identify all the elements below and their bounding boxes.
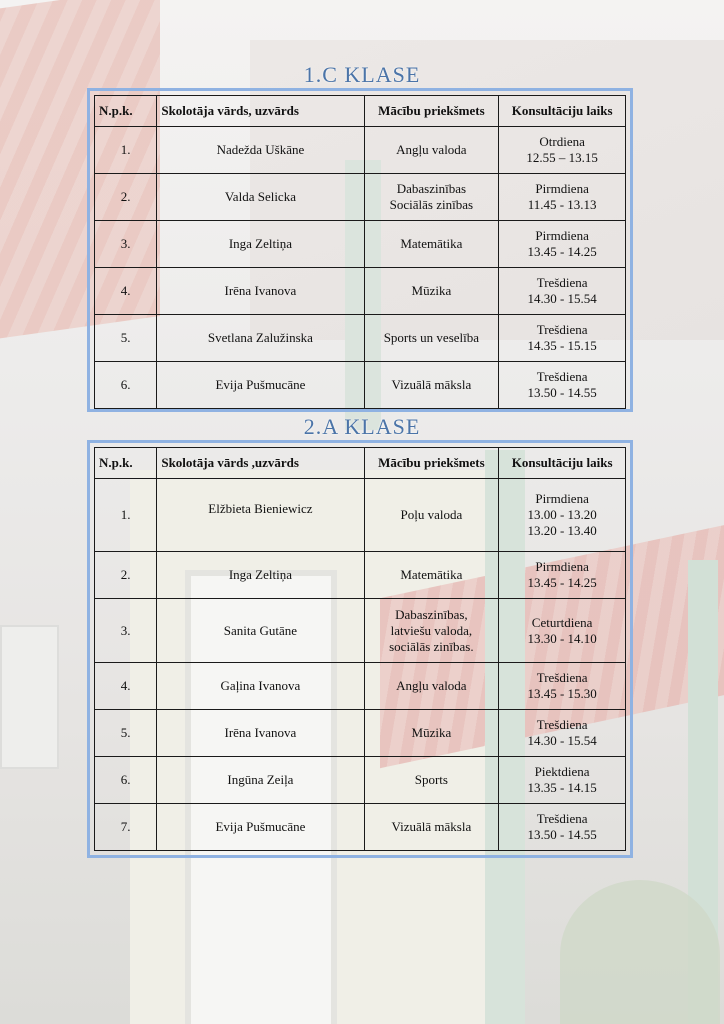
cell-nr: 6. [95, 362, 157, 409]
cell-time [499, 710, 626, 757]
cell-teacher: Ingūna Zeiļa [157, 757, 364, 804]
schedule-table-1c [87, 88, 633, 412]
table-row [95, 663, 626, 710]
cell-time [499, 174, 626, 221]
cell-line: Angļu valoda [396, 678, 467, 693]
cell-subject [364, 268, 499, 315]
cell-line: Otrdiena [539, 134, 585, 149]
cell-teacher: Sanita Gutāne [157, 599, 364, 663]
cell-teacher: Evija Pušmucāne [157, 362, 364, 409]
cell-line: Mūzika [411, 283, 452, 298]
cell-line: Trešdiena [536, 717, 588, 732]
cell-line: Trešdiena [536, 275, 588, 290]
table-header-row [95, 448, 626, 479]
cell-nr: 2. [95, 552, 157, 599]
cell-nr: 6. [95, 757, 157, 804]
cell-line: 11.45 - 13.13 [527, 197, 597, 212]
cell-line: Pirmdiena [535, 491, 589, 506]
table-row [95, 315, 626, 362]
table-row [95, 804, 626, 851]
cell-line: 13.35 - 14.15 [527, 780, 597, 795]
cell-line: 13.30 - 14.10 [527, 630, 597, 646]
cell-subject [364, 174, 499, 221]
cell-nr: 7. [95, 804, 157, 851]
cell-teacher: Irēna Ivanova [157, 710, 364, 757]
cell-line: 13.00 - 13.20 [527, 507, 597, 522]
cell-time [499, 479, 626, 552]
cell-line: Poļu valoda [400, 507, 463, 522]
cell-line: 12.55 – 13.15 [526, 150, 598, 165]
cell-line: Dabaszinības [396, 181, 467, 196]
header-teacher: Skolotāja vārds ,uzvārds [157, 448, 364, 479]
cell-line: Pirmdiena [535, 559, 589, 574]
cell-time [499, 663, 626, 710]
cell-time [499, 221, 626, 268]
header-subject: Mācību priekšmets [364, 96, 499, 127]
cell-nr: 4. [95, 268, 157, 315]
cell-line: Matemātika [400, 567, 463, 582]
header-time: Konsultāciju laiks [499, 96, 626, 127]
cell-subject [364, 127, 499, 174]
schedule-table-2a [87, 440, 633, 858]
table-2a [94, 447, 626, 851]
cell-teacher: Svetlana Zalužinska [157, 315, 364, 362]
cell-subject [364, 221, 499, 268]
cell-teacher: Valda Selicka [157, 174, 364, 221]
cell-line: Trešdiena [536, 322, 588, 337]
cell-line: 14.30 - 15.54 [527, 291, 597, 306]
cell-nr: 3. [95, 599, 157, 663]
cell-line: 13.50 - 14.55 [527, 385, 597, 400]
cell-nr: 4. [95, 663, 157, 710]
cell-line: Pirmdiena [535, 228, 589, 243]
cell-line: Piektdiena [534, 764, 590, 779]
cell-subject [364, 804, 499, 851]
table-row [95, 710, 626, 757]
cell-line: latviešu valoda, [390, 622, 473, 638]
cell-teacher: Nadežda Uškāne [157, 127, 364, 174]
header-nr: N.p.k. [95, 96, 157, 127]
table-row [95, 221, 626, 268]
class-title-2a: 2.A KLASE [303, 414, 421, 439]
cell-line: 13.50 - 14.55 [527, 827, 597, 842]
cell-subject [364, 552, 499, 599]
header-teacher: Skolotāja vārds, uzvārds [157, 96, 364, 127]
cell-line: Matemātika [400, 236, 463, 251]
table-body [95, 127, 626, 409]
cell-line: Trešdiena [536, 369, 588, 384]
cell-subject [364, 710, 499, 757]
cell-teacher: Evija Pušmucāne [157, 804, 364, 851]
class-title-1c: 1.C KLASE [303, 62, 421, 87]
cell-line: Pirmdiena [535, 181, 589, 196]
cell-line: Dabaszinības, [395, 606, 468, 622]
table-row [95, 757, 626, 804]
cell-subject [364, 479, 499, 552]
table-body [95, 479, 626, 851]
cell-line: Trešdiena [536, 811, 588, 826]
cell-line: Vizuālā māksla [391, 377, 472, 392]
cell-line: Trešdiena [536, 670, 588, 685]
cell-line: Angļu valoda [396, 142, 467, 157]
cell-time [499, 757, 626, 804]
cell-time [499, 804, 626, 851]
table-header-row [95, 96, 626, 127]
cell-teacher: Gaļina Ivanova [157, 663, 364, 710]
table-row [95, 174, 626, 221]
table-row [95, 479, 626, 552]
cell-subject [364, 663, 499, 710]
table-row [95, 268, 626, 315]
cell-line: Sports [414, 772, 448, 787]
cell-subject [364, 757, 499, 804]
cell-nr: 1. [95, 127, 157, 174]
cell-time [499, 268, 626, 315]
cell-line: 13.45 - 15.30 [527, 686, 597, 701]
cell-time [499, 552, 626, 599]
cell-nr: 5. [95, 315, 157, 362]
cell-line: Vizuālā māksla [391, 819, 472, 834]
table-row [95, 362, 626, 409]
table-1c [94, 95, 626, 409]
cell-time [499, 362, 626, 409]
cell-line: 13.45 - 14.25 [527, 575, 597, 590]
cell-nr: 2. [95, 174, 157, 221]
cell-line: 14.35 - 15.15 [527, 338, 597, 353]
cell-teacher: Inga Zeltiņa [157, 552, 364, 599]
cell-line: Mūzika [411, 725, 452, 740]
cell-subject [364, 315, 499, 362]
cell-line: 14.30 - 15.54 [527, 733, 597, 748]
header-time: Konsultāciju laiks [499, 448, 626, 479]
table-row [95, 552, 626, 599]
cell-time [499, 599, 626, 663]
header-nr: N.p.k. [95, 448, 157, 479]
cell-nr: 1. [95, 479, 157, 552]
cell-line: 13.20 - 13.40 [527, 523, 597, 538]
cell-subject [364, 599, 499, 663]
cell-line: Ceturtdiena [531, 614, 593, 630]
cell-line: sociālās zinības. [389, 638, 474, 654]
header-subject: Mācību priekšmets [364, 448, 499, 479]
table-row [95, 127, 626, 174]
cell-line: 13.45 - 14.25 [527, 244, 597, 259]
table-row [95, 599, 626, 663]
cell-teacher: Irēna Ivanova [157, 268, 364, 315]
cell-nr: 3. [95, 221, 157, 268]
cell-time [499, 127, 626, 174]
cell-line: Sociālās zinības [389, 197, 474, 212]
cell-subject [364, 362, 499, 409]
cell-nr: 5. [95, 710, 157, 757]
cell-line: Sports un veselība [383, 330, 480, 345]
cell-teacher: Inga Zeltiņa [157, 221, 364, 268]
cell-time [499, 315, 626, 362]
cell-teacher: Elžbieta Bieniewicz [157, 479, 364, 552]
